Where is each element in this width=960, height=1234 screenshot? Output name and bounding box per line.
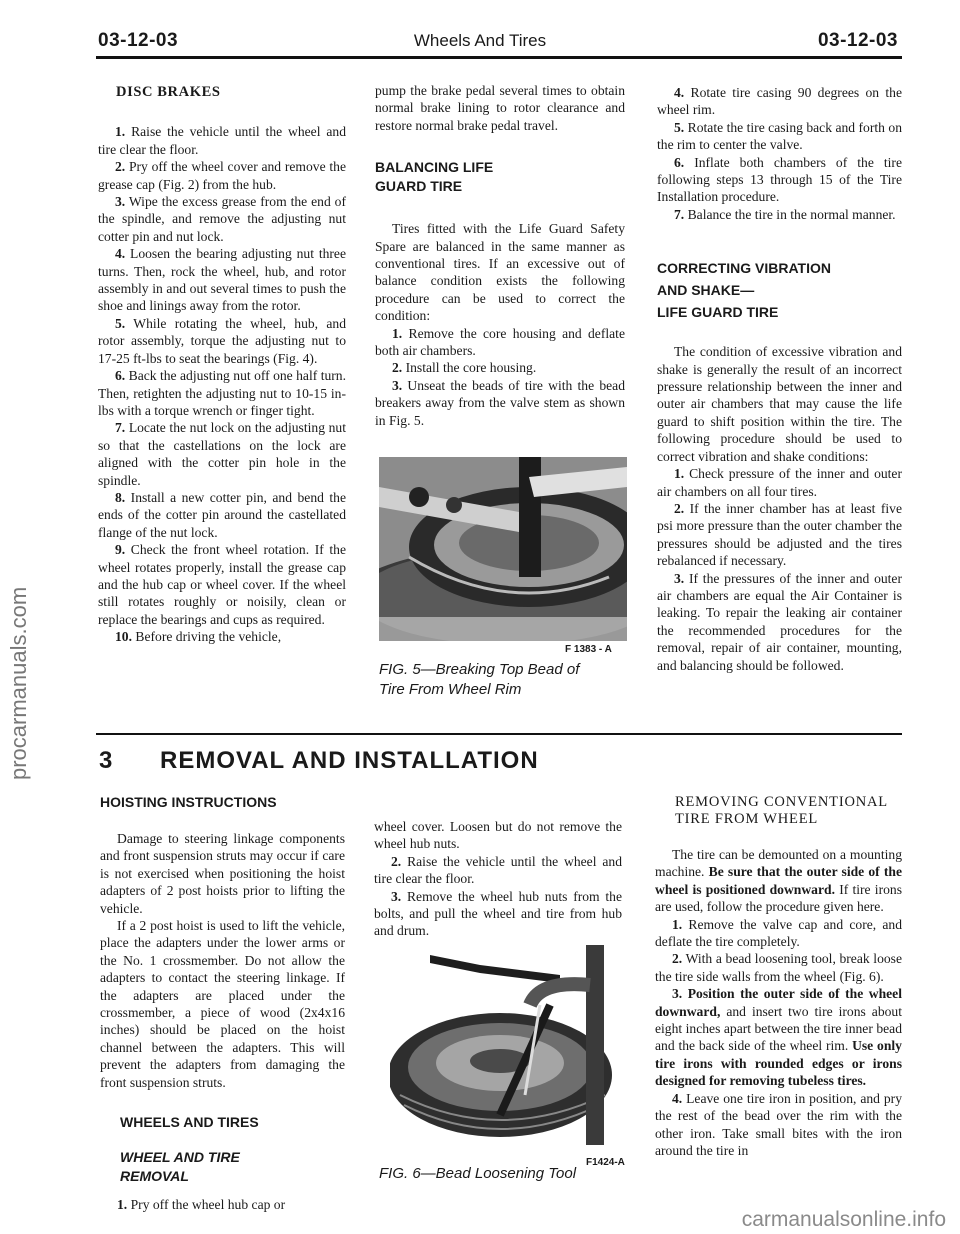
step: 4. Rotate tire casing 90 degrees on the wheel rim. [657,85,902,118]
section-title: REMOVAL AND INSTALLATION [160,747,539,774]
step: 1. Remove the core housing and deflate both air chambers. [375,325,625,359]
heading-wheel-tire-removal: WHEEL AND TIRE REMOVAL [120,1149,240,1185]
page-number-right: 03-12-03 [817,30,898,51]
figure-6-photo [390,945,626,1155]
step: 2. Raise the vehicle until the wheel and tire clear the floor. [374,853,622,887]
step: 2. If the inner chamber has at least five psi more pressure than the outer chamber the pressures should be adjusted and the tires rebalanced if necessary. [657,500,902,569]
heading-wheels-tires: WHEELS AND TIRES [120,1114,259,1131]
step: 5. Rotate the tire casing back and forth on the rim to center the valve. [657,119,902,153]
figure-5-code: F 1383 - A [565,644,612,655]
column-balancing [375,82,625,429]
step: 3. Remove the wheel hub nuts from the bolts, and pull the wheel and tire from hub and drum. [374,888,622,939]
paragraph: Tires fitted with the Life Guard Safety Spare are balanced in the same manner as conventional tires. If an excessive out of balance condition exists the following procedure can be used to correct the condition: [375,221,625,324]
step: 2. Pry off the wheel cover and remove the grease cap (Fig. 2) from the hub. [98,159,346,192]
step: 2. With a bead loosening tool, break loose the tire side walls from the wheel (Fig. 6). [655,951,902,984]
page-title: Wheels And Tires [413,31,547,50]
paragraph: Damage to steering linkage components and front suspension struts may occur if care is not exercised when positioning the hoist adapters of 2 post hoists prior to lifting the vehicle. [100,831,345,916]
step: 6. Inflate both chambers of the tire following steps 13 through 15 of the Tire Installation procedure. [657,154,902,205]
step: 7. Locate the nut lock on the adjusting nut so that the castellations on the lock are aligned with the cotter pin hole in the spindle. [98,420,346,488]
heading-removing-conventional: REMOVING CONVENTIONAL TIRE FROM WHEEL [675,794,888,827]
heading-balancing-life-guard: BALANCING LIFE GUARD TIRE [375,159,494,195]
step: 3. Wipe the excess grease from the end of the spindle, and remove the adjusting nut cotter pin and nut lock. [98,194,346,244]
paragraph: The tire can be demounted on a mounting machine. Be sure that the outer side of the wheel is positioned downward. If tire irons are used, follow the procedure given here. [655,847,902,915]
step: 1. Raise the vehicle until the wheel and tire clear the floor. [98,124,346,157]
step: 3. Unseat the beads of tire with the bead breakers away from the valve stem as shown in Fig. 5. [375,377,625,428]
paragraph: The condition of excessive vibration and shake is generally the result of an incorrect pressure relationship between the inner and outer air chambers that may cause the life guard to shift position within the tire. The following procedure should be used to correct vibration and shake conditions: [657,344,902,464]
paragraph: pump the brake pedal several times to obtain normal brake lining to rotor clearance and restore normal brake pedal travel. [375,83,625,133]
paragraph: wheel cover. Loosen but do not remove the wheel hub nuts. [374,819,622,852]
page-number-left: 03-12-03 [98,30,179,51]
step: 1. Pry off the wheel hub cap or [117,1197,286,1213]
column-disc-brakes [98,84,346,646]
figure-5-caption: FIG. 5—Breaking Top Bead of Tire From Wheel Rim [379,661,580,698]
step: 9. Check the front wheel rotation. If the wheel rotates properly, install the grease cap and the hub cap or wheel cover. If the wheel still rotates roughly or noisily, clean or replace the bearings and cups as required. [98,542,346,627]
column-removing-conventional [655,794,902,1159]
step: 5. While rotating the wheel, hub, and rotor assembly, torque the adjusting nut to 17-25 ft-lbs to seat the bearings (Fig. 4). [98,315,346,366]
paragraph: If a 2 post hoist is used to lift the vehicle, place the adapters under the lower arms or the No. 1 crossmember. Do not allow the adapters to contact the steering linkage. If the adapters are placed under the crossmember, a piece of wood (2x4x16 inches) should be placed on the hoist channel between the adapters. This will prevent the adapters from damaging the front suspension struts. [100,918,345,1090]
footer-watermark: carmanualsonline.info [741,1208,946,1231]
side-watermark: procarmanuals.com [6,586,31,780]
step: 7. Balance the tire in the normal manner. [674,206,896,222]
step: 4. Leave one tire iron in position, and pry the rest of the bead over the rim with the other iron. Take small bites with the iron around the tire in [655,1090,902,1158]
figure-6-caption: FIG. 6—Bead Loosening Tool [379,1165,577,1182]
step: 1. Check pressure of the inner and outer air chambers on all four tires. [657,466,902,499]
section-number: 3 [99,747,114,774]
column-removal [374,818,622,940]
step: 10. Before driving the vehicle, [115,629,282,645]
step: 2. Install the core housing. [392,360,537,376]
heading-hoisting: HOISTING INSTRUCTIONS [100,794,277,810]
header-rule [96,56,902,59]
column-vibration [657,84,902,674]
step: 4. Loosen the bearing adjusting nut three turns. Then, rock the wheel, hub, and rotor assembly in and out several times to push the shoe and linings away from the rotor. [98,246,346,314]
heading-disc-brakes: DISC BRAKES [116,84,221,100]
section-rule [96,733,902,735]
step: 3. Position the outer side of the wheel downward, and insert two tire irons about eight inches apart between the tire inner bead and the back side of the wheel rim. Use only tire irons with rounded edges or irons designed for removing tubeless tires. [655,986,902,1089]
figure-6-code: F1424-A [586,1157,625,1168]
figure-5-photo [379,457,627,641]
step: 6. Back the adjusting nut off one half turn. Then, retighten the adjusting nut to 10-15 in-lbs with a torque wrench or finger tight. [98,368,346,418]
column-hoisting [100,793,345,1214]
step: 8. Install a new cotter pin, and bend the ends of the cotter pin around the castellated flange of the nut lock. [98,489,346,540]
step: 3. If the pressures of the inner and outer air chambers are equal the Air Container is leaking. To repair the leaking air container the recommended procedures for the removal, repair of air container, mounting, and balancing should be followed. [657,570,902,673]
heading-correcting-vibration: CORRECTING VIBRATION AND SHAKE— LIFE GUARD TIRE [657,260,831,321]
step: 1. Remove the valve cap and core, and deflate the tire completely. [655,916,902,950]
